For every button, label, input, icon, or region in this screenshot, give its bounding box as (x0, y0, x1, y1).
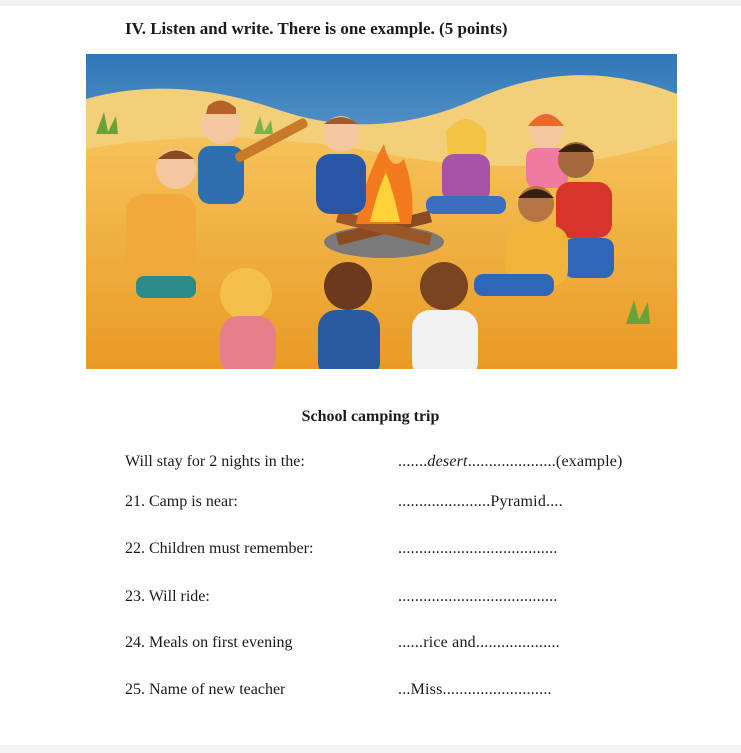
example-answer (398, 453, 623, 471)
worksheet-title: School camping trip (301, 408, 440, 425)
page-top-edge (0, 0, 741, 6)
example-row (125, 453, 685, 475)
page-bottom-edge (0, 745, 741, 753)
example-answer-word: desert (427, 453, 468, 470)
example-question: Will stay for 2 nights in the: (125, 453, 305, 470)
question-row-22 (125, 540, 685, 562)
question-row-25 (125, 681, 685, 703)
question-24: 24. Meals on first evening (125, 634, 293, 651)
question-25: 25. Name of new teacher (125, 681, 286, 698)
question-row-21 (125, 493, 685, 515)
question-row-23 (125, 588, 685, 610)
camping-illustration (86, 54, 677, 369)
answer-23[interactable]: ...................................... (398, 588, 558, 605)
answer-dots: .....................(example) (467, 453, 623, 470)
answer-21[interactable]: ......................Pyramid.... (398, 493, 563, 510)
answer-22[interactable]: ...................................... (398, 540, 558, 557)
question-row-24 (125, 634, 685, 656)
question-22: 22. Children must remember: (125, 540, 314, 557)
exercise-heading: IV. Listen and write. There is one example. (5 points) (125, 19, 508, 38)
answer-dots: ....... (398, 453, 428, 470)
question-23: 23. Will ride: (125, 588, 210, 605)
answer-24[interactable]: ......rice and.................... (398, 634, 560, 651)
answer-25[interactable]: ...Miss.......................... (398, 681, 552, 698)
child-blue-jacket (316, 116, 366, 214)
question-21: 21. Camp is near: (125, 493, 238, 510)
